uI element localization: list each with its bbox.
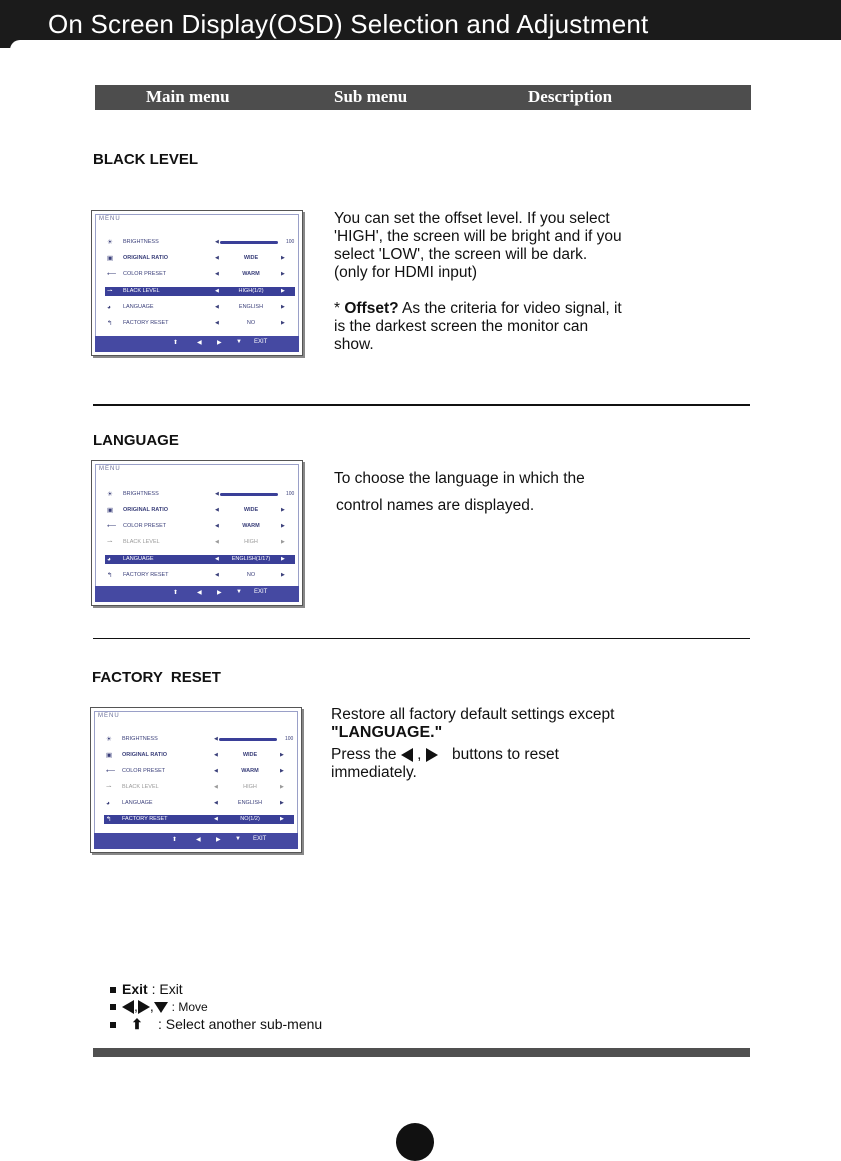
- section-divider: [93, 638, 750, 639]
- right-arrow-icon: ▶: [281, 539, 285, 545]
- legend-exit-text: : Exit: [147, 981, 183, 997]
- osd-row-color-preset: [104, 767, 294, 776]
- desc-line: [331, 746, 614, 764]
- osd-row-label: LANGUAGE: [123, 556, 154, 562]
- desc-line: [334, 246, 622, 264]
- left-arrow-icon: ◀: [215, 271, 219, 277]
- desc-text: As the criteria for video signal, it: [398, 300, 622, 317]
- desc-line: control names are displayed.: [336, 497, 535, 514]
- desc-text: *: [334, 300, 345, 317]
- color-preset-icon: ⟵: [107, 523, 117, 530]
- brightness-icon: ☀: [107, 239, 113, 246]
- right-arrow-icon: ▶: [280, 800, 284, 806]
- left-arrow-icon: ◀: [215, 491, 219, 497]
- legend-move-text: : Move: [171, 1000, 208, 1014]
- down-button-icon: [154, 1002, 168, 1013]
- ratio-icon: ▣: [106, 752, 113, 759]
- black-level-icon: ⇀: [107, 288, 113, 295]
- osd-row-label: BRIGHTNESS: [123, 491, 159, 497]
- desc-line: You can set the offset level. If you select: [334, 210, 610, 227]
- osd-row-brightness: [105, 490, 295, 499]
- left-arrow-icon: ◀: [215, 507, 219, 513]
- language-icon: ◕: [106, 800, 110, 807]
- desc-line: 'HIGH', the screen will be bright and if you: [334, 228, 622, 245]
- factory-reset-description: [331, 706, 614, 782]
- osd-row-original-ratio: [105, 506, 295, 515]
- osd-row-value: WARM: [241, 768, 259, 774]
- osd-row-original-ratio: [105, 254, 295, 263]
- osd-row-language: [105, 555, 295, 564]
- desc-line: (only for HDMI input): [334, 264, 477, 281]
- column-description: Description: [528, 87, 613, 106]
- brightness-value: 100: [286, 491, 295, 497]
- down-button-icon: ▼: [235, 836, 241, 842]
- language-description: [334, 465, 585, 519]
- right-button-icon: ▶: [217, 340, 222, 346]
- osd-footer: [95, 586, 299, 602]
- bullet: [110, 1022, 116, 1028]
- desc-text: ,: [417, 746, 422, 763]
- right-arrow-icon: ▶: [281, 556, 285, 562]
- desc-line: show.: [334, 336, 374, 353]
- osd-row-value: WARM: [242, 523, 260, 529]
- osd-row-label: ORIGINAL RATIO: [123, 255, 169, 261]
- up-menu-icon: ⬆: [172, 837, 178, 843]
- bullet: [110, 1004, 116, 1010]
- left-button-icon: ◀: [197, 590, 202, 596]
- left-arrow-icon: ◀: [214, 784, 218, 790]
- right-arrow-icon: ▶: [281, 288, 285, 294]
- brightness-slider: [220, 241, 278, 244]
- brightness-slider: [219, 738, 277, 741]
- left-arrow-icon: ◀: [214, 752, 218, 758]
- osd-row-color-preset: [105, 522, 295, 531]
- legend-sep: ,: [149, 998, 154, 1014]
- page-number-circle: [396, 1123, 434, 1161]
- osd-title: MENU: [98, 713, 120, 719]
- legend-exit: [110, 981, 183, 998]
- osd-row-color-preset: [105, 270, 295, 279]
- black-level-description: [334, 210, 622, 354]
- up-menu-icon: ⬆: [173, 590, 179, 596]
- reset-icon: ↰: [107, 572, 113, 579]
- right-arrow-icon: ▶: [281, 572, 285, 578]
- legend-select-text: : Select another sub-menu: [158, 1016, 323, 1032]
- osd-row-label: FACTORY RESET: [123, 572, 169, 578]
- left-arrow-icon: ◀: [215, 255, 219, 261]
- osd-row-label: BLACK LEVEL: [123, 539, 160, 545]
- right-button-icon: ▶: [217, 590, 222, 596]
- desc-bold: Offset?: [344, 300, 399, 317]
- left-arrow-icon: ◀: [214, 768, 218, 774]
- right-arrow-icon: ▶: [281, 271, 285, 277]
- osd-row-value: WIDE: [242, 752, 258, 758]
- desc-line: is the darkest screen the monitor can: [334, 318, 589, 335]
- desc-text: buttons to reset: [452, 746, 559, 763]
- osd-row-label: ORIGINAL RATIO: [123, 507, 169, 513]
- left-arrow-icon: ◀: [214, 736, 218, 742]
- desc-text: Press the: [331, 746, 397, 763]
- osd-frame: [94, 711, 298, 849]
- right-arrow-icon: ▶: [281, 304, 285, 310]
- left-arrow-icon: ◀: [215, 539, 219, 545]
- header-curve: [10, 40, 841, 50]
- osd-row-label: BLACK LEVEL: [122, 784, 159, 790]
- osd-row-label: FACTORY RESET: [123, 320, 169, 326]
- right-button-icon: [426, 748, 438, 762]
- osd-row-black-level: [105, 287, 295, 296]
- legend-sep: ,: [134, 998, 138, 1014]
- column-main-menu: Main menu: [146, 87, 230, 106]
- osd-row-value: NO: [246, 572, 256, 578]
- osd-menu-language: [91, 460, 303, 606]
- right-button-icon: [138, 1000, 150, 1014]
- up-menu-icon: ⬆: [173, 340, 179, 346]
- desc-text: LOW',: [381, 246, 425, 263]
- page-title: On Screen Display(OSD) Selection and Adjustment: [48, 9, 649, 39]
- brightness-icon: ☀: [106, 736, 112, 743]
- left-arrow-icon: ◀: [215, 556, 219, 562]
- osd-exit-label: EXIT: [254, 589, 268, 595]
- bullet: [110, 987, 116, 993]
- osd-exit-label: EXIT: [254, 339, 268, 345]
- column-header-bar: [95, 85, 751, 110]
- right-arrow-icon: ▶: [280, 752, 284, 758]
- brightness-slider: [220, 493, 278, 496]
- osd-row-black-level: [104, 783, 294, 792]
- osd-exit-label: EXIT: [253, 836, 267, 842]
- osd-row-value: WIDE: [243, 255, 259, 261]
- brightness-icon: ☀: [107, 491, 113, 498]
- osd-row-brightness: [105, 238, 295, 247]
- osd-row-value: ENGLISH(1/17): [231, 556, 271, 562]
- left-button-icon: [122, 1000, 134, 1014]
- legend-select: [110, 1016, 322, 1033]
- osd-row-value: HIGH: [243, 784, 257, 790]
- osd-row-label: COLOR PRESET: [123, 523, 167, 529]
- down-button-icon: ▼: [236, 589, 242, 595]
- right-arrow-icon: ▶: [281, 523, 285, 529]
- osd-row-factory-reset: [105, 571, 295, 580]
- osd-row-language: [105, 303, 295, 312]
- left-button-icon: ◀: [196, 837, 201, 843]
- desc-text: the screen will be dark.: [424, 246, 588, 263]
- osd-row-brightness: [104, 735, 294, 744]
- right-arrow-icon: ▶: [280, 768, 284, 774]
- left-arrow-icon: ◀: [215, 239, 219, 245]
- osd-row-value: HIGH(1/2): [238, 288, 264, 294]
- desc-spacer: [334, 282, 622, 300]
- osd-row-label: COLOR PRESET: [123, 271, 167, 277]
- footer-bar: [93, 1048, 750, 1057]
- osd-row-value: ENGLISH: [237, 800, 263, 806]
- black-level-icon: ⇀: [106, 784, 112, 791]
- osd-row-label: BRIGHTNESS: [123, 239, 159, 245]
- osd-title: MENU: [99, 466, 121, 472]
- down-button-icon: ▼: [236, 339, 242, 345]
- left-arrow-icon: ◀: [214, 816, 218, 822]
- brightness-value: 100: [285, 736, 294, 742]
- right-button-icon: ▶: [216, 837, 221, 843]
- left-arrow-icon: ◀: [215, 288, 219, 294]
- osd-row-value: ENGLISH: [238, 304, 264, 310]
- osd-row-value: NO(1/2): [240, 816, 260, 822]
- legend-move: [110, 998, 208, 1016]
- desc-line: [334, 300, 622, 318]
- section-divider: [93, 404, 750, 406]
- up-menu-icon: ⬆: [131, 1016, 143, 1032]
- left-button-icon: ◀: [197, 340, 202, 346]
- desc-line: Restore all factory default settings except: [331, 706, 615, 723]
- desc-line-language: "LANGUAGE.": [331, 724, 443, 741]
- osd-title: MENU: [99, 216, 121, 222]
- osd-row-original-ratio: [104, 751, 294, 760]
- osd-row-label: FACTORY RESET: [122, 816, 168, 822]
- color-preset-icon: ⟵: [107, 271, 117, 278]
- legend-exit-bold: Exit: [122, 981, 148, 997]
- osd-row-label: BLACK LEVEL: [123, 288, 160, 294]
- ratio-icon: ▣: [107, 255, 114, 262]
- desc-line: To choose the language in which the: [334, 470, 585, 487]
- ratio-icon: ▣: [107, 507, 114, 514]
- osd-frame: [95, 214, 299, 352]
- language-icon: ◕: [107, 556, 111, 563]
- osd-row-label: COLOR PRESET: [122, 768, 166, 774]
- section-title-language: LANGUAGE: [93, 432, 179, 449]
- left-arrow-icon: ◀: [215, 320, 219, 326]
- osd-row-label: LANGUAGE: [122, 800, 153, 806]
- osd-row-value: WARM: [242, 271, 260, 277]
- right-arrow-icon: ▶: [280, 784, 284, 790]
- osd-row-label: BRIGHTNESS: [122, 736, 158, 742]
- brightness-value: 100: [286, 239, 295, 245]
- left-button-icon: [401, 748, 413, 762]
- right-arrow-icon: ▶: [281, 507, 285, 513]
- color-preset-icon: ⟵: [106, 768, 116, 775]
- section-title-black-level: BLACK LEVEL: [93, 151, 198, 168]
- osd-footer: [94, 833, 298, 849]
- osd-row-value: HIGH: [244, 539, 258, 545]
- right-arrow-icon: ▶: [280, 816, 284, 822]
- desc-line: immediately.: [331, 764, 417, 781]
- reset-icon: ↰: [107, 320, 113, 327]
- osd-row-label: ORIGINAL RATIO: [122, 752, 168, 758]
- osd-footer: [95, 336, 299, 352]
- column-sub-menu: Sub menu: [334, 87, 408, 106]
- osd-menu-factory-reset: [90, 707, 302, 853]
- desc-text: select ': [334, 246, 382, 263]
- black-level-icon: ⇀: [107, 539, 113, 546]
- osd-row-value: NO: [246, 320, 256, 326]
- left-arrow-icon: ◀: [214, 800, 218, 806]
- osd-row-language: [104, 799, 294, 808]
- section-title-factory-reset: FACTORY RESET: [92, 669, 221, 686]
- language-icon: ◕: [107, 304, 111, 311]
- osd-menu-black-level: [91, 210, 303, 356]
- left-arrow-icon: ◀: [215, 304, 219, 310]
- reset-icon: ↰: [106, 816, 112, 823]
- left-arrow-icon: ◀: [215, 572, 219, 578]
- osd-row-label: LANGUAGE: [123, 304, 154, 310]
- osd-row-factory-reset: [105, 319, 295, 328]
- osd-row-value: WIDE: [243, 507, 259, 513]
- osd-row-black-level: [105, 538, 295, 547]
- right-arrow-icon: ▶: [281, 320, 285, 326]
- right-arrow-icon: ▶: [281, 255, 285, 261]
- left-arrow-icon: ◀: [215, 523, 219, 529]
- osd-frame: [95, 464, 299, 602]
- osd-row-factory-reset: [104, 815, 294, 824]
